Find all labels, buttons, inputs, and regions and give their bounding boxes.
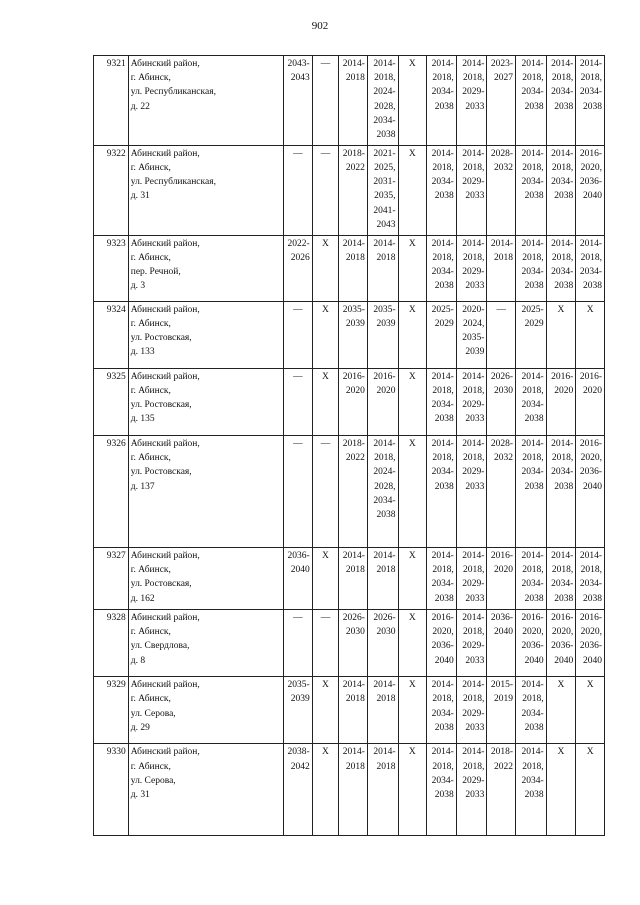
period-value: 2035- 2039 [342, 304, 365, 329]
period-cell [546, 145, 576, 235]
period-value: 2014- 2018, 2034- 2038 [521, 238, 544, 292]
period-value: 2016- 2020 [373, 371, 396, 397]
table-row [94, 235, 605, 301]
address-cell [128, 610, 283, 677]
period-value: 2014- 2018, 2029- 2033 [462, 148, 485, 202]
period-cell [427, 368, 457, 435]
row-number: 9327 [94, 547, 129, 609]
row-number: 9325 [94, 368, 129, 435]
period-cell [546, 677, 576, 744]
period-value: 2028- 2032 [490, 438, 514, 464]
table-row [94, 435, 605, 547]
period-cell [516, 610, 547, 677]
period-value: X [408, 59, 416, 69]
period-cell [487, 56, 516, 146]
period-value: 2016- 2020, 2036- 2040 [579, 438, 602, 492]
period-cell [339, 744, 368, 836]
address-text: Абинский район, г. Абинск, ул. Свердлова, д. 8 [130, 613, 200, 666]
period-value: 2026- 2030 [373, 613, 396, 638]
period-value: — [320, 613, 331, 623]
address-text: Абинский район, г. Абинск, ул. Республиканская, д. 31 [130, 148, 216, 202]
period-value: 2023- 2027 [490, 59, 514, 84]
period-value: X [322, 747, 329, 758]
period-cell [487, 235, 516, 301]
period-cell [367, 677, 398, 744]
period-value: X [408, 238, 416, 249]
period-cell [398, 56, 427, 146]
period-value: 2014- 2018 [373, 550, 396, 576]
period-cell [516, 145, 547, 235]
row-number: 9328 [94, 610, 129, 677]
table-row [94, 610, 605, 677]
period-cell [284, 435, 313, 547]
period-value: 2014- 2018, 2034- 2038 [521, 680, 544, 733]
period-cell [576, 547, 605, 609]
period-cell [456, 145, 487, 235]
period-value: — [320, 59, 331, 69]
period-value: — [320, 148, 331, 159]
period-cell [487, 610, 516, 677]
period-value: 2016- 2020 [342, 371, 365, 397]
period-value: X [586, 680, 594, 691]
period-value: X [557, 304, 565, 315]
period-value: X [408, 148, 416, 159]
period-cell [284, 145, 313, 235]
schedule-table [93, 55, 605, 836]
period-value: 2014- 2018, 2034- 2038 [431, 371, 454, 425]
period-cell [516, 56, 547, 146]
period-value: X [322, 238, 329, 249]
period-value: 2014- 2018, 2034- 2038 [431, 438, 454, 492]
period-value: 2014- 2018, 2034- 2038 [579, 238, 602, 292]
period-cell [284, 547, 313, 609]
row-number: 9330 [94, 744, 129, 836]
period-value: 2018- 2022 [342, 438, 365, 464]
period-value: — [293, 148, 303, 159]
period-value: 2022- 2026 [287, 238, 310, 263]
period-value: 2020- 2024, 2035- 2039 [462, 304, 485, 358]
period-value: 2014- 2018, 2034- 2038 [431, 747, 454, 800]
period-value: 2014- 2018, 2029- 2033 [462, 238, 485, 292]
row-number: 9321 [94, 56, 129, 146]
period-value: 2014- 2018, 2034- 2038 [521, 550, 544, 604]
period-cell [367, 547, 398, 609]
period-value: X [408, 371, 416, 382]
period-cell [312, 677, 339, 744]
period-cell [427, 301, 457, 368]
period-value: 2036- 2040 [490, 613, 514, 638]
period-cell [312, 145, 339, 235]
period-cell [487, 145, 516, 235]
period-cell [516, 368, 547, 435]
period-value: 2016- 2020, 2036- 2040 [579, 613, 602, 666]
period-value: 2015- 2019 [490, 680, 514, 705]
period-value: 2025- 2029 [521, 304, 544, 329]
period-cell [339, 301, 368, 368]
period-cell [427, 56, 457, 146]
period-value: 2014- 2018, 2029- 2033 [462, 680, 485, 733]
period-value: 2016- 2020, 2036- 2040 [551, 613, 574, 666]
period-value: 2014- 2018 [373, 747, 396, 772]
address-cell [128, 301, 283, 368]
period-cell [339, 235, 368, 301]
period-cell [456, 547, 487, 609]
period-cell [487, 547, 516, 609]
period-cell [456, 677, 487, 744]
table-row [94, 368, 605, 435]
period-cell [284, 235, 313, 301]
period-value: 2014- 2018, 2034- 2038 [521, 371, 544, 425]
period-cell [546, 610, 576, 677]
period-cell [427, 435, 457, 547]
period-cell [284, 610, 313, 677]
period-value: 2014- 2018, 2029- 2033 [462, 550, 485, 604]
period-cell [398, 368, 427, 435]
address-text: Абинский район, г. Абинск, ул. Ростовская, д. 133 [130, 304, 200, 358]
period-cell [339, 547, 368, 609]
period-cell [546, 56, 576, 146]
period-value: 2014- 2018, 2034- 2038 [579, 59, 602, 112]
row-number: 9323 [94, 235, 129, 301]
period-value: 2016- 2020 [551, 371, 574, 397]
period-cell [427, 547, 457, 609]
period-value: 2014- 2018, 2034- 2038 [551, 438, 574, 492]
period-cell [367, 235, 398, 301]
period-value: 2035- 2039 [287, 680, 310, 705]
period-cell [398, 301, 427, 368]
period-value: X [586, 747, 594, 758]
period-value: 2028- 2032 [490, 148, 514, 173]
period-cell [398, 145, 427, 235]
period-value: 2014- 2018, 2034- 2038 [431, 680, 454, 733]
period-value: 2016- 2020, 2036- 2040 [431, 613, 454, 666]
period-value: 2018- 2022 [490, 747, 514, 772]
period-value: 2014- 2018 [342, 747, 365, 772]
period-cell [487, 677, 516, 744]
period-cell [576, 235, 605, 301]
period-value: 2021- 2025, 2031- 2035, 2041- 2043 [373, 148, 396, 230]
period-value: — [320, 438, 331, 449]
address-text: Абинский район, г. Абинск, ул. Серова, д. 29 [130, 680, 200, 733]
page-number: 902 [311, 20, 329, 32]
period-cell [339, 368, 368, 435]
period-cell [284, 677, 313, 744]
period-cell [487, 435, 516, 547]
address-cell [128, 235, 283, 301]
period-cell [339, 435, 368, 547]
period-cell [546, 301, 576, 368]
period-value: X [408, 550, 416, 561]
period-value: 2016- 2020 [579, 371, 602, 397]
period-value: X [408, 747, 416, 758]
period-value: X [557, 680, 565, 691]
period-cell [312, 435, 339, 547]
period-cell [398, 235, 427, 301]
period-cell [576, 301, 605, 368]
row-number: 9322 [94, 145, 129, 235]
period-cell [367, 145, 398, 235]
row-number: 9324 [94, 301, 129, 368]
period-cell [546, 547, 576, 609]
address-text: Абинский район, г. Абинск, ул. Серова, д. 31 [130, 747, 200, 800]
period-cell [339, 610, 368, 677]
period-value: X [322, 304, 329, 315]
address-text: Абинский район, г. Абинск, ул. Ростовская, д. 135 [130, 371, 200, 425]
period-cell [398, 435, 427, 547]
period-value: 2043- 2043 [287, 59, 310, 84]
table-row [94, 744, 605, 836]
period-value: 2014- 2018 [342, 59, 365, 84]
period-cell [516, 301, 547, 368]
period-cell [312, 744, 339, 836]
period-value: 2014- 2018, 2029- 2033 [462, 371, 485, 425]
period-value: X [408, 613, 416, 623]
period-cell [312, 235, 339, 301]
period-value: 2016- 2020 [490, 550, 514, 576]
period-value: 2014- 2018 [373, 238, 396, 263]
period-cell [456, 301, 487, 368]
table-row [94, 547, 605, 609]
period-cell [456, 235, 487, 301]
period-cell [576, 610, 605, 677]
period-cell [427, 235, 457, 301]
period-cell [487, 368, 516, 435]
period-value: X [322, 371, 329, 382]
period-cell [576, 368, 605, 435]
period-value: 2014- 2018, 2024- 2028, 2034- 2038 [373, 59, 396, 141]
period-cell [339, 56, 368, 146]
period-cell [312, 610, 339, 677]
period-value: X [408, 304, 416, 315]
period-value: X [586, 304, 594, 315]
period-cell [456, 744, 487, 836]
row-number: 9329 [94, 677, 129, 744]
period-cell [312, 368, 339, 435]
period-cell [367, 56, 398, 146]
period-cell [546, 435, 576, 547]
period-value: 2026- 2030 [490, 371, 514, 397]
period-value: 2018- 2022 [342, 148, 365, 173]
period-cell [427, 677, 457, 744]
period-value: 2014- 2018, 2034- 2038 [551, 238, 574, 292]
period-cell [487, 744, 516, 836]
period-value: 2014- 2018 [342, 680, 365, 705]
period-cell [516, 547, 547, 609]
period-cell [576, 435, 605, 547]
period-value: 2014- 2018 [373, 680, 396, 705]
period-value: 2014- 2018, 2034- 2038 [431, 550, 454, 604]
table-row [94, 145, 605, 235]
period-cell [576, 744, 605, 836]
table-row [94, 301, 605, 368]
period-cell [339, 145, 368, 235]
period-value: 2014- 2018 [342, 550, 365, 576]
period-value: — [293, 304, 303, 315]
period-cell [367, 301, 398, 368]
period-value: 2035- 2039 [373, 304, 396, 329]
period-cell [456, 435, 487, 547]
period-value: 2014- 2018, 2024- 2028, 2034- 2038 [373, 438, 396, 520]
period-value: 2014- 2018, 2034- 2038 [431, 238, 454, 292]
period-cell [398, 677, 427, 744]
period-value: 2014- 2018, 2034- 2038 [521, 59, 544, 112]
period-value: 2014- 2018, 2034- 2038 [521, 148, 544, 202]
period-value: X [408, 438, 416, 449]
period-cell [339, 677, 368, 744]
period-cell [546, 744, 576, 836]
period-cell [576, 677, 605, 744]
period-cell [398, 610, 427, 677]
period-value: 2014- 2018, 2034- 2038 [431, 59, 454, 112]
address-text: Абинский район, г. Абинск, ул. Ростовская, д. 162 [130, 550, 200, 604]
address-cell [128, 145, 283, 235]
period-value: 2026- 2030 [342, 613, 365, 638]
period-cell [516, 235, 547, 301]
address-cell [128, 435, 283, 547]
period-value: 2016- 2020, 2036- 2040 [579, 148, 602, 202]
period-cell [427, 610, 457, 677]
period-value: 2014- 2018 [490, 238, 514, 263]
period-cell [312, 56, 339, 146]
table-row [94, 56, 605, 146]
period-value: — [293, 371, 303, 382]
address-text: Абинский район, г. Абинск, пер. Речной, д. 3 [130, 238, 200, 292]
period-cell [398, 547, 427, 609]
period-cell [576, 145, 605, 235]
period-cell [516, 744, 547, 836]
period-cell [456, 610, 487, 677]
address-cell [128, 744, 283, 836]
period-value: 2036- 2040 [287, 550, 310, 576]
period-cell [456, 368, 487, 435]
period-value: X [322, 680, 329, 691]
period-cell [284, 301, 313, 368]
period-cell [456, 56, 487, 146]
period-value: 2014- 2018 [342, 238, 365, 263]
period-cell [367, 435, 398, 547]
period-cell [546, 368, 576, 435]
period-value: 2014- 2018, 2034- 2038 [521, 438, 544, 492]
period-value: 2014- 2018, 2034- 2038 [521, 747, 544, 800]
period-cell [516, 677, 547, 744]
address-cell [128, 547, 283, 609]
period-value: 2014- 2018, 2029- 2033 [462, 438, 485, 492]
period-value: 2014- 2018, 2034- 2038 [551, 550, 574, 604]
address-cell [128, 368, 283, 435]
period-cell [427, 145, 457, 235]
period-cell [367, 368, 398, 435]
period-cell [284, 56, 313, 146]
period-cell [284, 368, 313, 435]
period-value: X [408, 680, 416, 691]
period-value: 2014- 2018, 2034- 2038 [431, 148, 454, 202]
period-cell [516, 435, 547, 547]
period-value: 2014- 2018, 2029- 2033 [462, 613, 485, 666]
period-value: — [496, 304, 506, 315]
row-number: 9326 [94, 435, 129, 547]
address-text: Абинский район, г. Абинск, ул. Ростовская, д. 137 [130, 438, 200, 492]
period-value: 2014- 2018, 2034- 2038 [579, 550, 602, 604]
period-value: 2014- 2018, 2029- 2033 [462, 747, 485, 800]
period-cell [576, 56, 605, 146]
period-cell [367, 744, 398, 836]
period-value: X [322, 550, 329, 561]
period-value: 2014- 2018, 2034- 2038 [551, 59, 574, 112]
period-cell [427, 744, 457, 836]
period-value: — [293, 438, 303, 449]
period-value: 2016- 2020, 2036- 2040 [521, 613, 544, 666]
period-cell [546, 235, 576, 301]
period-value: 2014- 2018, 2029- 2033 [462, 59, 485, 112]
period-value: 2038- 2042 [287, 747, 310, 772]
address-cell [128, 56, 283, 146]
period-value: — [293, 613, 303, 623]
period-value: X [557, 747, 565, 758]
period-cell [284, 744, 313, 836]
period-cell [312, 301, 339, 368]
address-text: Абинский район, г. Абинск, ул. Республиканская, д. 22 [130, 59, 216, 112]
period-value: 2025- 2029 [431, 304, 454, 329]
period-cell [367, 610, 398, 677]
period-cell [487, 301, 516, 368]
period-cell [312, 547, 339, 609]
table-row [94, 677, 605, 744]
address-cell [128, 677, 283, 744]
period-cell [398, 744, 427, 836]
period-value: 2014- 2018, 2034- 2038 [551, 148, 574, 202]
